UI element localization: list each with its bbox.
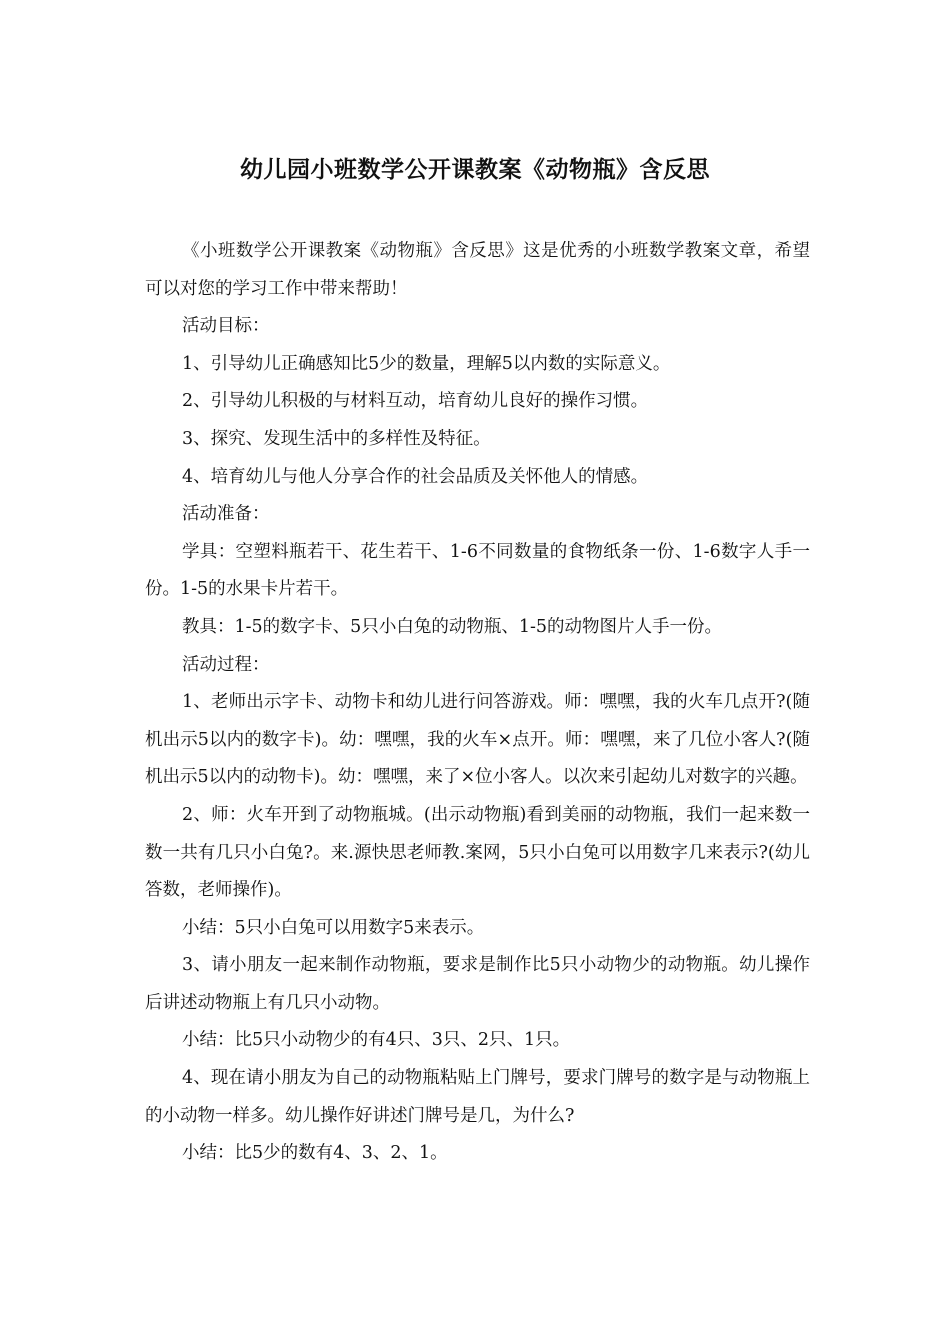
- document-title: 幼儿园小班数学公开课教案《动物瓶》含反思: [240, 157, 710, 183]
- summary-1: 小结：5只小白兔可以用数字5来表示。: [182, 917, 485, 938]
- goal-item-3: 3、探究、发现生活中的多样性及特征。: [182, 428, 491, 449]
- process-step-1: 1、老师出示字卡、动物卡和幼儿进行问答游戏。师：嘿嘿，我的火车几点开?(随机出示5以内的数字卡)。幼：嘿嘿，我的火车×点开。师：嘿嘿，来了几位小客人?(随机出示5以内的动物卡)。幼：嘿嘿，来了×位小客人。以次来引起幼儿对数字的兴趣。: [145, 692, 810, 788]
- process-step-2: 2、师：火车开到了动物瓶城。(出示动物瓶)看到美丽的动物瓶，我们一起来数一数一共有几只小白兔?。来.源快思老师教.案网，5只小白兔可以用数字几来表示?(幼儿答数，老师操作)。: [145, 804, 810, 901]
- process-step-3: 3、请小朋友一起来制作动物瓶，要求是制作比5只小动物少的动物瓶。幼儿操作后讲述动物瓶上有几只小动物。: [145, 955, 810, 1013]
- goal-item-2: 2、引导幼儿积极的与材料互动，培育幼儿良好的操作习惯。: [182, 391, 649, 412]
- section-heading-process: 活动过程：: [182, 654, 270, 675]
- section-heading-goals: 活动目标：: [182, 316, 270, 337]
- goal-item-4: 4、培育幼儿与他人分享合作的社会品质及关怀他人的情感。: [182, 466, 649, 487]
- section-heading-preparation: 活动准备：: [182, 504, 270, 525]
- document-body: [145, 233, 810, 1173]
- process-step-4: 4、现在请小朋友为自己的动物瓶粘贴上门牌号，要求门牌号的数字是与动物瓶上的小动物一样多。幼儿操作好讲述门牌号是几，为什么?: [145, 1068, 810, 1126]
- summary-2: 小结：比5只小动物少的有4只、3只、2只、1只。: [182, 1030, 571, 1051]
- summary-3: 小结：比5少的数有4、3、2、1。: [182, 1143, 448, 1164]
- preparation-teacher-materials: 教具：1-5的数字卡、5只小白兔的动物瓶、1-5的动物图片人手一份。: [182, 616, 722, 637]
- preparation-student-materials: 学具：空塑料瓶若干、花生若干、1-6不同数量的食物纸条一份、1-6数字人手一份。1-5的水果卡片若干。: [145, 541, 810, 600]
- goal-item-1: 1、引导幼儿正确感知比5少的数量，理解5以内数的实际意义。: [182, 353, 671, 374]
- intro-paragraph: 《小班数学公开课教案《动物瓶》含反思》这是优秀的小班数学教案文章，希望可以对您的学习工作中带来帮助！: [145, 241, 810, 299]
